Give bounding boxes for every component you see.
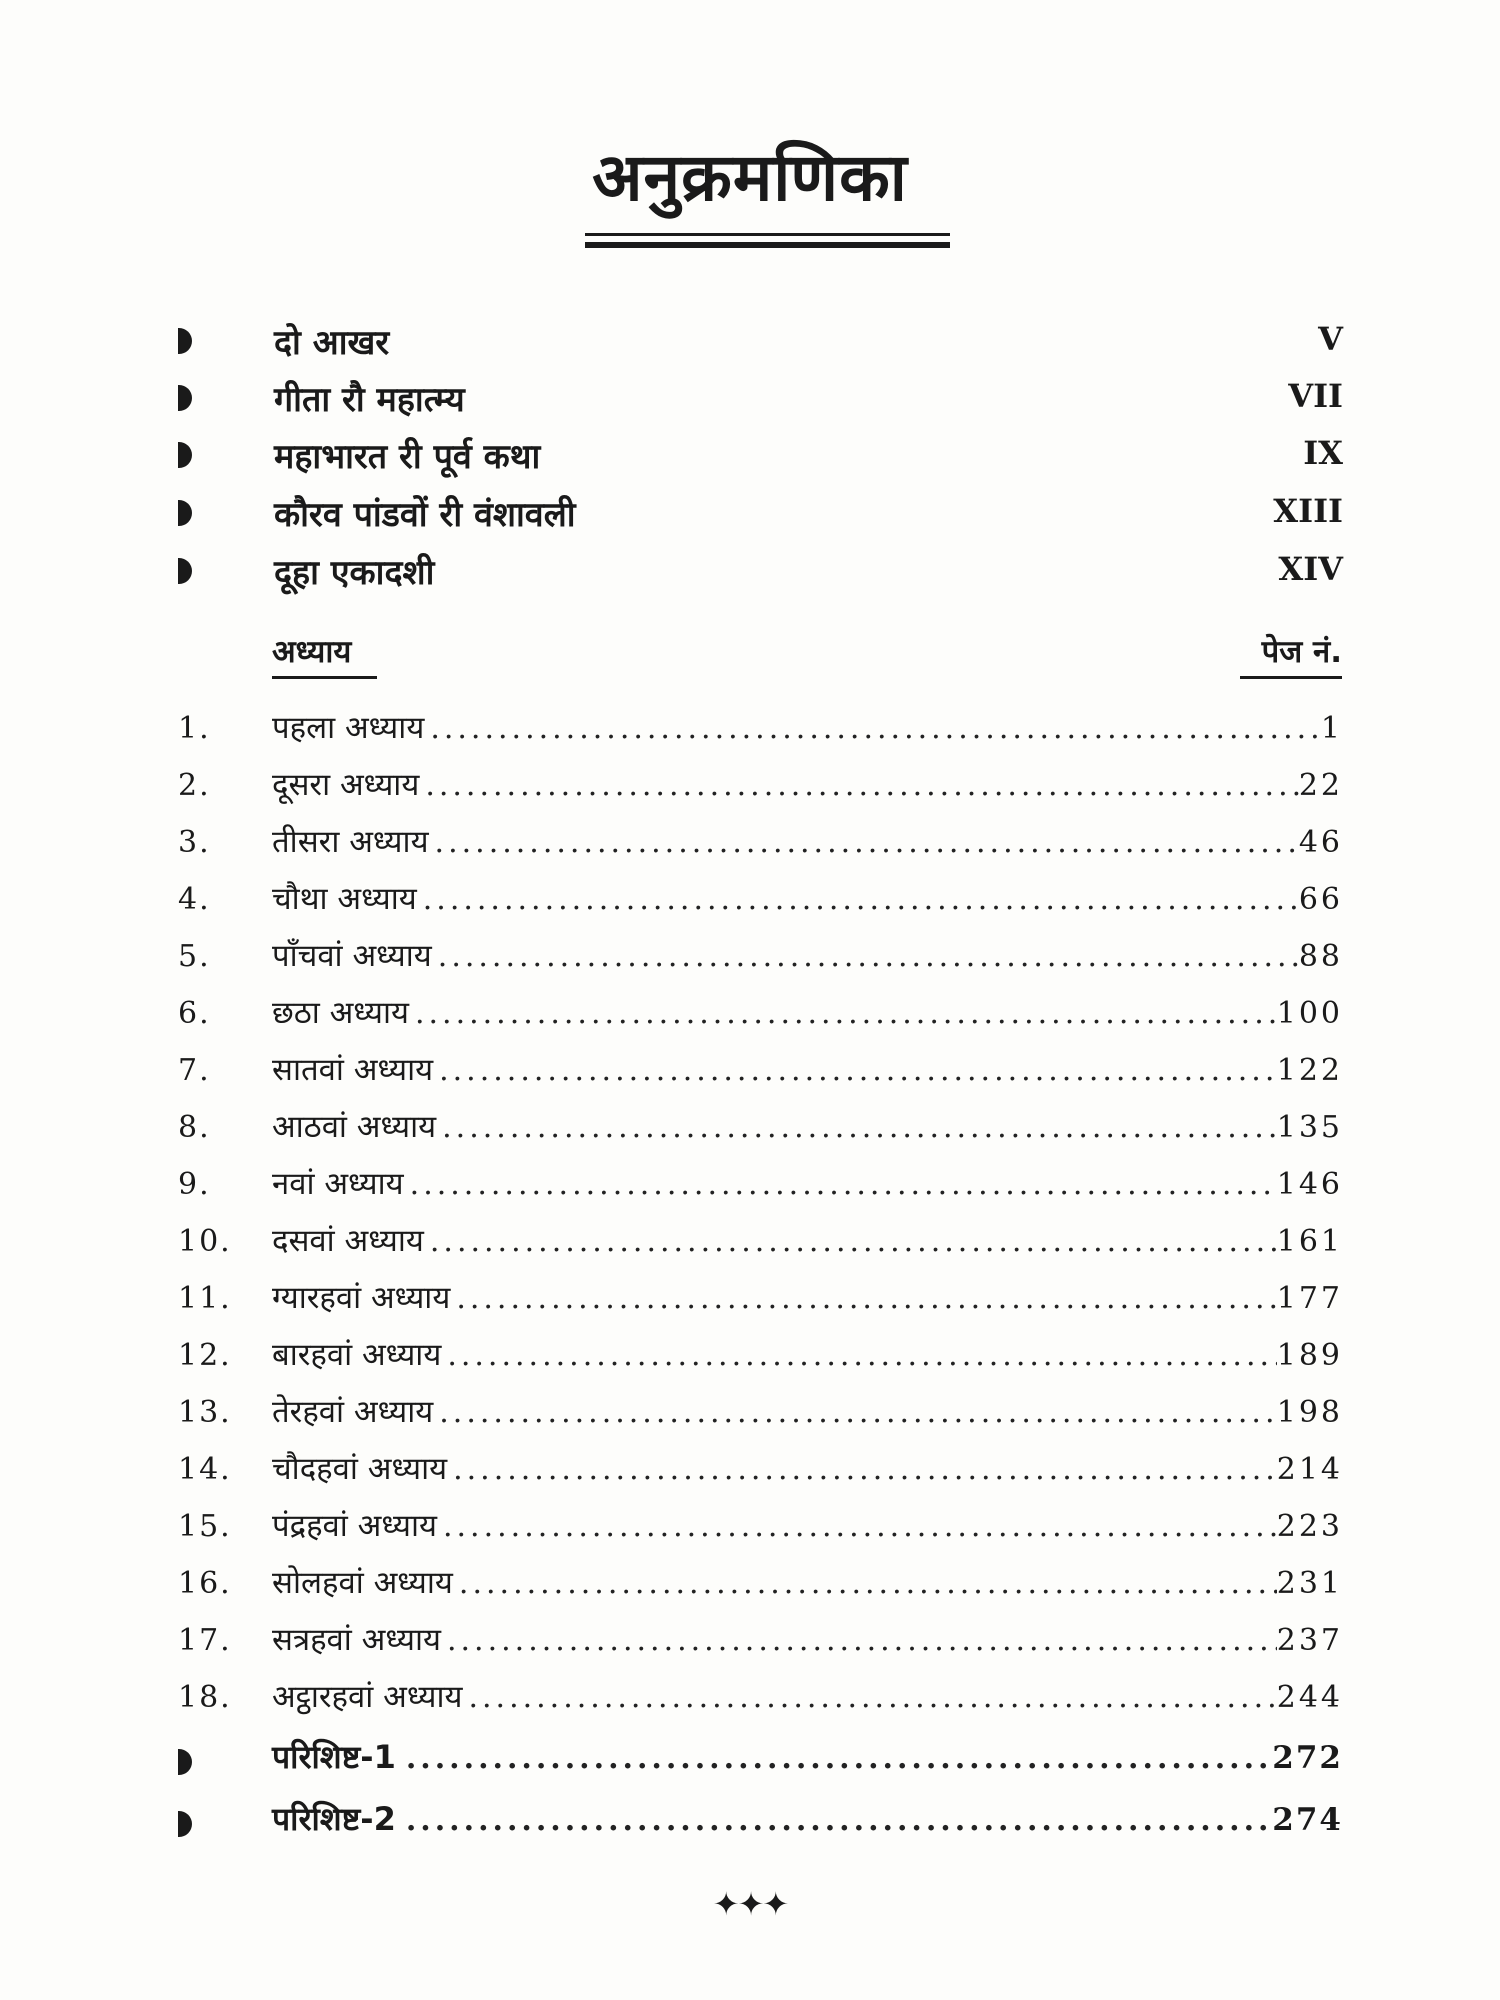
chapter-page: 231 xyxy=(1276,1566,1343,1601)
chapter-number: 4. xyxy=(178,882,211,917)
chapter-entry xyxy=(178,1162,1343,1210)
chapter-number: 11. xyxy=(178,1281,232,1316)
appendix-entry xyxy=(178,1797,1343,1849)
front-matter-page: XIII xyxy=(1273,492,1343,530)
appendix-title: परिशिष्ट-1 xyxy=(272,1738,396,1776)
dot-leader xyxy=(459,1566,1277,1601)
chapter-entry xyxy=(178,934,1343,982)
chapter-number: 1. xyxy=(178,711,211,746)
chapter-entry xyxy=(178,1504,1343,1552)
chapter-number: 18. xyxy=(178,1680,232,1715)
front-matter-item xyxy=(178,375,1343,433)
appendix-entry xyxy=(178,1735,1343,1787)
dot-leader xyxy=(410,1167,1277,1202)
chapter-entry xyxy=(178,1048,1343,1096)
front-matter-label: दूहा एकादशी xyxy=(274,553,435,593)
chapter-title: अट्ठारहवां अध्याय xyxy=(272,1679,463,1715)
page-title: अनुक्रमणिका xyxy=(592,139,908,216)
chapter-page: 146 xyxy=(1276,1167,1343,1202)
chapter-page: 214 xyxy=(1276,1452,1343,1487)
chapter-number: 14. xyxy=(178,1452,232,1487)
chapter-entry xyxy=(178,1105,1343,1153)
front-matter-page: VII xyxy=(1288,377,1343,415)
chapter-title: तीसरा अध्याय xyxy=(272,824,429,860)
chapter-entry xyxy=(178,706,1343,754)
chapter-number: 13. xyxy=(178,1395,232,1430)
chapter-number: 9. xyxy=(178,1167,211,1202)
chapter-page: 135 xyxy=(1276,1110,1343,1145)
chapter-page: 66 xyxy=(1298,882,1343,917)
chapter-title: छठा अध्याय xyxy=(272,995,409,1031)
chapter-entry xyxy=(178,820,1343,868)
chapter-title: चौथा अध्याय xyxy=(272,881,417,917)
dot-leader xyxy=(442,1110,1277,1145)
chapter-page: 88 xyxy=(1298,939,1343,974)
chapter-entry xyxy=(178,1333,1343,1381)
chapter-page: 122 xyxy=(1276,1053,1343,1088)
appendix-page: 274 xyxy=(1272,1802,1343,1838)
chapter-title: बारहवां अध्याय xyxy=(272,1337,442,1373)
front-matter-item xyxy=(178,432,1343,490)
chapter-entry xyxy=(178,991,1343,1039)
front-matter-item xyxy=(178,318,1343,376)
footer-ornament-icon: ✦✦✦ xyxy=(712,1885,788,1923)
half-moon-bullet-icon xyxy=(178,328,192,354)
chapter-title: सत्रहवां अध्याय xyxy=(272,1622,441,1658)
dot-leader xyxy=(406,1803,1272,1838)
chapter-title: चौदहवां अध्याय xyxy=(272,1451,448,1487)
chapter-entry xyxy=(178,1561,1343,1609)
front-matter-label: दो आखर xyxy=(274,323,390,363)
title-underline-thin xyxy=(585,233,950,236)
front-matter-item xyxy=(178,490,1343,548)
front-matter-page: XIV xyxy=(1278,550,1343,588)
chapter-title: पाँचवां अध्याय xyxy=(272,938,432,974)
chapter-entry xyxy=(178,763,1343,811)
half-moon-bullet-icon xyxy=(178,1749,192,1775)
chapter-page: 46 xyxy=(1298,825,1343,860)
chapter-page: 223 xyxy=(1276,1509,1343,1544)
chapter-page: 177 xyxy=(1276,1281,1343,1316)
front-matter-page: IX xyxy=(1303,434,1343,472)
front-matter-label: महाभारत री पूर्व कथा xyxy=(274,437,541,477)
chapter-entry xyxy=(178,1390,1343,1438)
dot-leader xyxy=(430,711,1321,746)
dot-leader xyxy=(430,1224,1277,1259)
chapter-number: 10. xyxy=(178,1224,232,1259)
chapter-entry xyxy=(178,877,1343,925)
chapter-page: 189 xyxy=(1276,1338,1343,1373)
half-moon-bullet-icon xyxy=(178,500,192,526)
chapter-entry xyxy=(178,1447,1343,1495)
front-matter-label: कौरव पांडवों री वंशावली xyxy=(274,495,576,535)
dot-leader xyxy=(439,1053,1277,1088)
chapter-page: 161 xyxy=(1276,1224,1343,1259)
front-matter-label: गीता रौ महात्म्य xyxy=(274,380,465,420)
chapter-number: 3. xyxy=(178,825,211,860)
chapter-page: 22 xyxy=(1298,768,1343,803)
chapter-title: पहला अध्याय xyxy=(272,710,425,746)
chapter-entry xyxy=(178,1276,1343,1324)
chapter-title: पंद्रहवां अध्याय xyxy=(272,1508,437,1544)
front-matter-page: V xyxy=(1318,320,1343,358)
title-underline-thick xyxy=(585,242,950,248)
chapter-header-underline xyxy=(272,676,377,679)
chapter-page: 198 xyxy=(1276,1395,1343,1430)
chapter-column-header: अध्याय xyxy=(272,634,352,670)
front-matter-item xyxy=(178,548,1343,606)
page-header-underline xyxy=(1240,676,1342,679)
chapter-page: 100 xyxy=(1276,996,1343,1031)
chapter-number: 17. xyxy=(178,1623,232,1658)
dot-leader xyxy=(468,1680,1276,1715)
dot-leader xyxy=(447,1623,1277,1658)
half-moon-bullet-icon xyxy=(178,442,192,468)
chapter-title: सातवां अध्याय xyxy=(272,1052,434,1088)
half-moon-bullet-icon xyxy=(178,558,192,584)
dot-leader xyxy=(453,1452,1277,1487)
chapter-number: 6. xyxy=(178,996,211,1031)
chapter-entry xyxy=(178,1219,1343,1267)
dot-leader xyxy=(447,1338,1276,1373)
chapter-title: ग्यारहवां अध्याय xyxy=(272,1280,451,1316)
chapter-number: 2. xyxy=(178,768,211,803)
half-moon-bullet-icon xyxy=(178,1811,192,1837)
chapter-title: दूसरा अध्याय xyxy=(272,767,420,803)
dot-leader xyxy=(425,768,1299,803)
chapter-page: 244 xyxy=(1276,1680,1343,1715)
chapter-entry xyxy=(178,1618,1343,1666)
chapter-page: 237 xyxy=(1276,1623,1343,1658)
dot-leader xyxy=(443,1509,1277,1544)
chapter-title: दसवां अध्याय xyxy=(272,1223,424,1259)
chapter-number: 5. xyxy=(178,939,211,974)
page-number-column-header: पेज नं. xyxy=(1261,634,1342,670)
dot-leader xyxy=(406,1741,1272,1776)
chapter-number: 8. xyxy=(178,1110,211,1145)
appendix-title: परिशिष्ट-2 xyxy=(272,1800,396,1838)
half-moon-bullet-icon xyxy=(178,385,192,411)
dot-leader xyxy=(439,1395,1276,1430)
dot-leader xyxy=(456,1281,1276,1316)
chapter-number: 15. xyxy=(178,1509,232,1544)
chapter-number: 16. xyxy=(178,1566,232,1601)
chapter-title: तेरहवां अध्याय xyxy=(272,1394,434,1430)
dot-leader xyxy=(415,996,1277,1031)
chapter-page: 1 xyxy=(1320,711,1343,746)
chapter-title: नवां अध्याय xyxy=(272,1166,404,1202)
dot-leader xyxy=(423,882,1299,917)
chapter-entry xyxy=(178,1675,1343,1723)
appendix-page: 272 xyxy=(1272,1740,1343,1776)
dot-leader xyxy=(435,825,1299,860)
chapter-title: सोलहवां अध्याय xyxy=(272,1565,453,1601)
chapter-title: आठवां अध्याय xyxy=(272,1109,437,1145)
chapter-number: 12. xyxy=(178,1338,232,1373)
dot-leader xyxy=(438,939,1299,974)
chapter-number: 7. xyxy=(178,1053,211,1088)
